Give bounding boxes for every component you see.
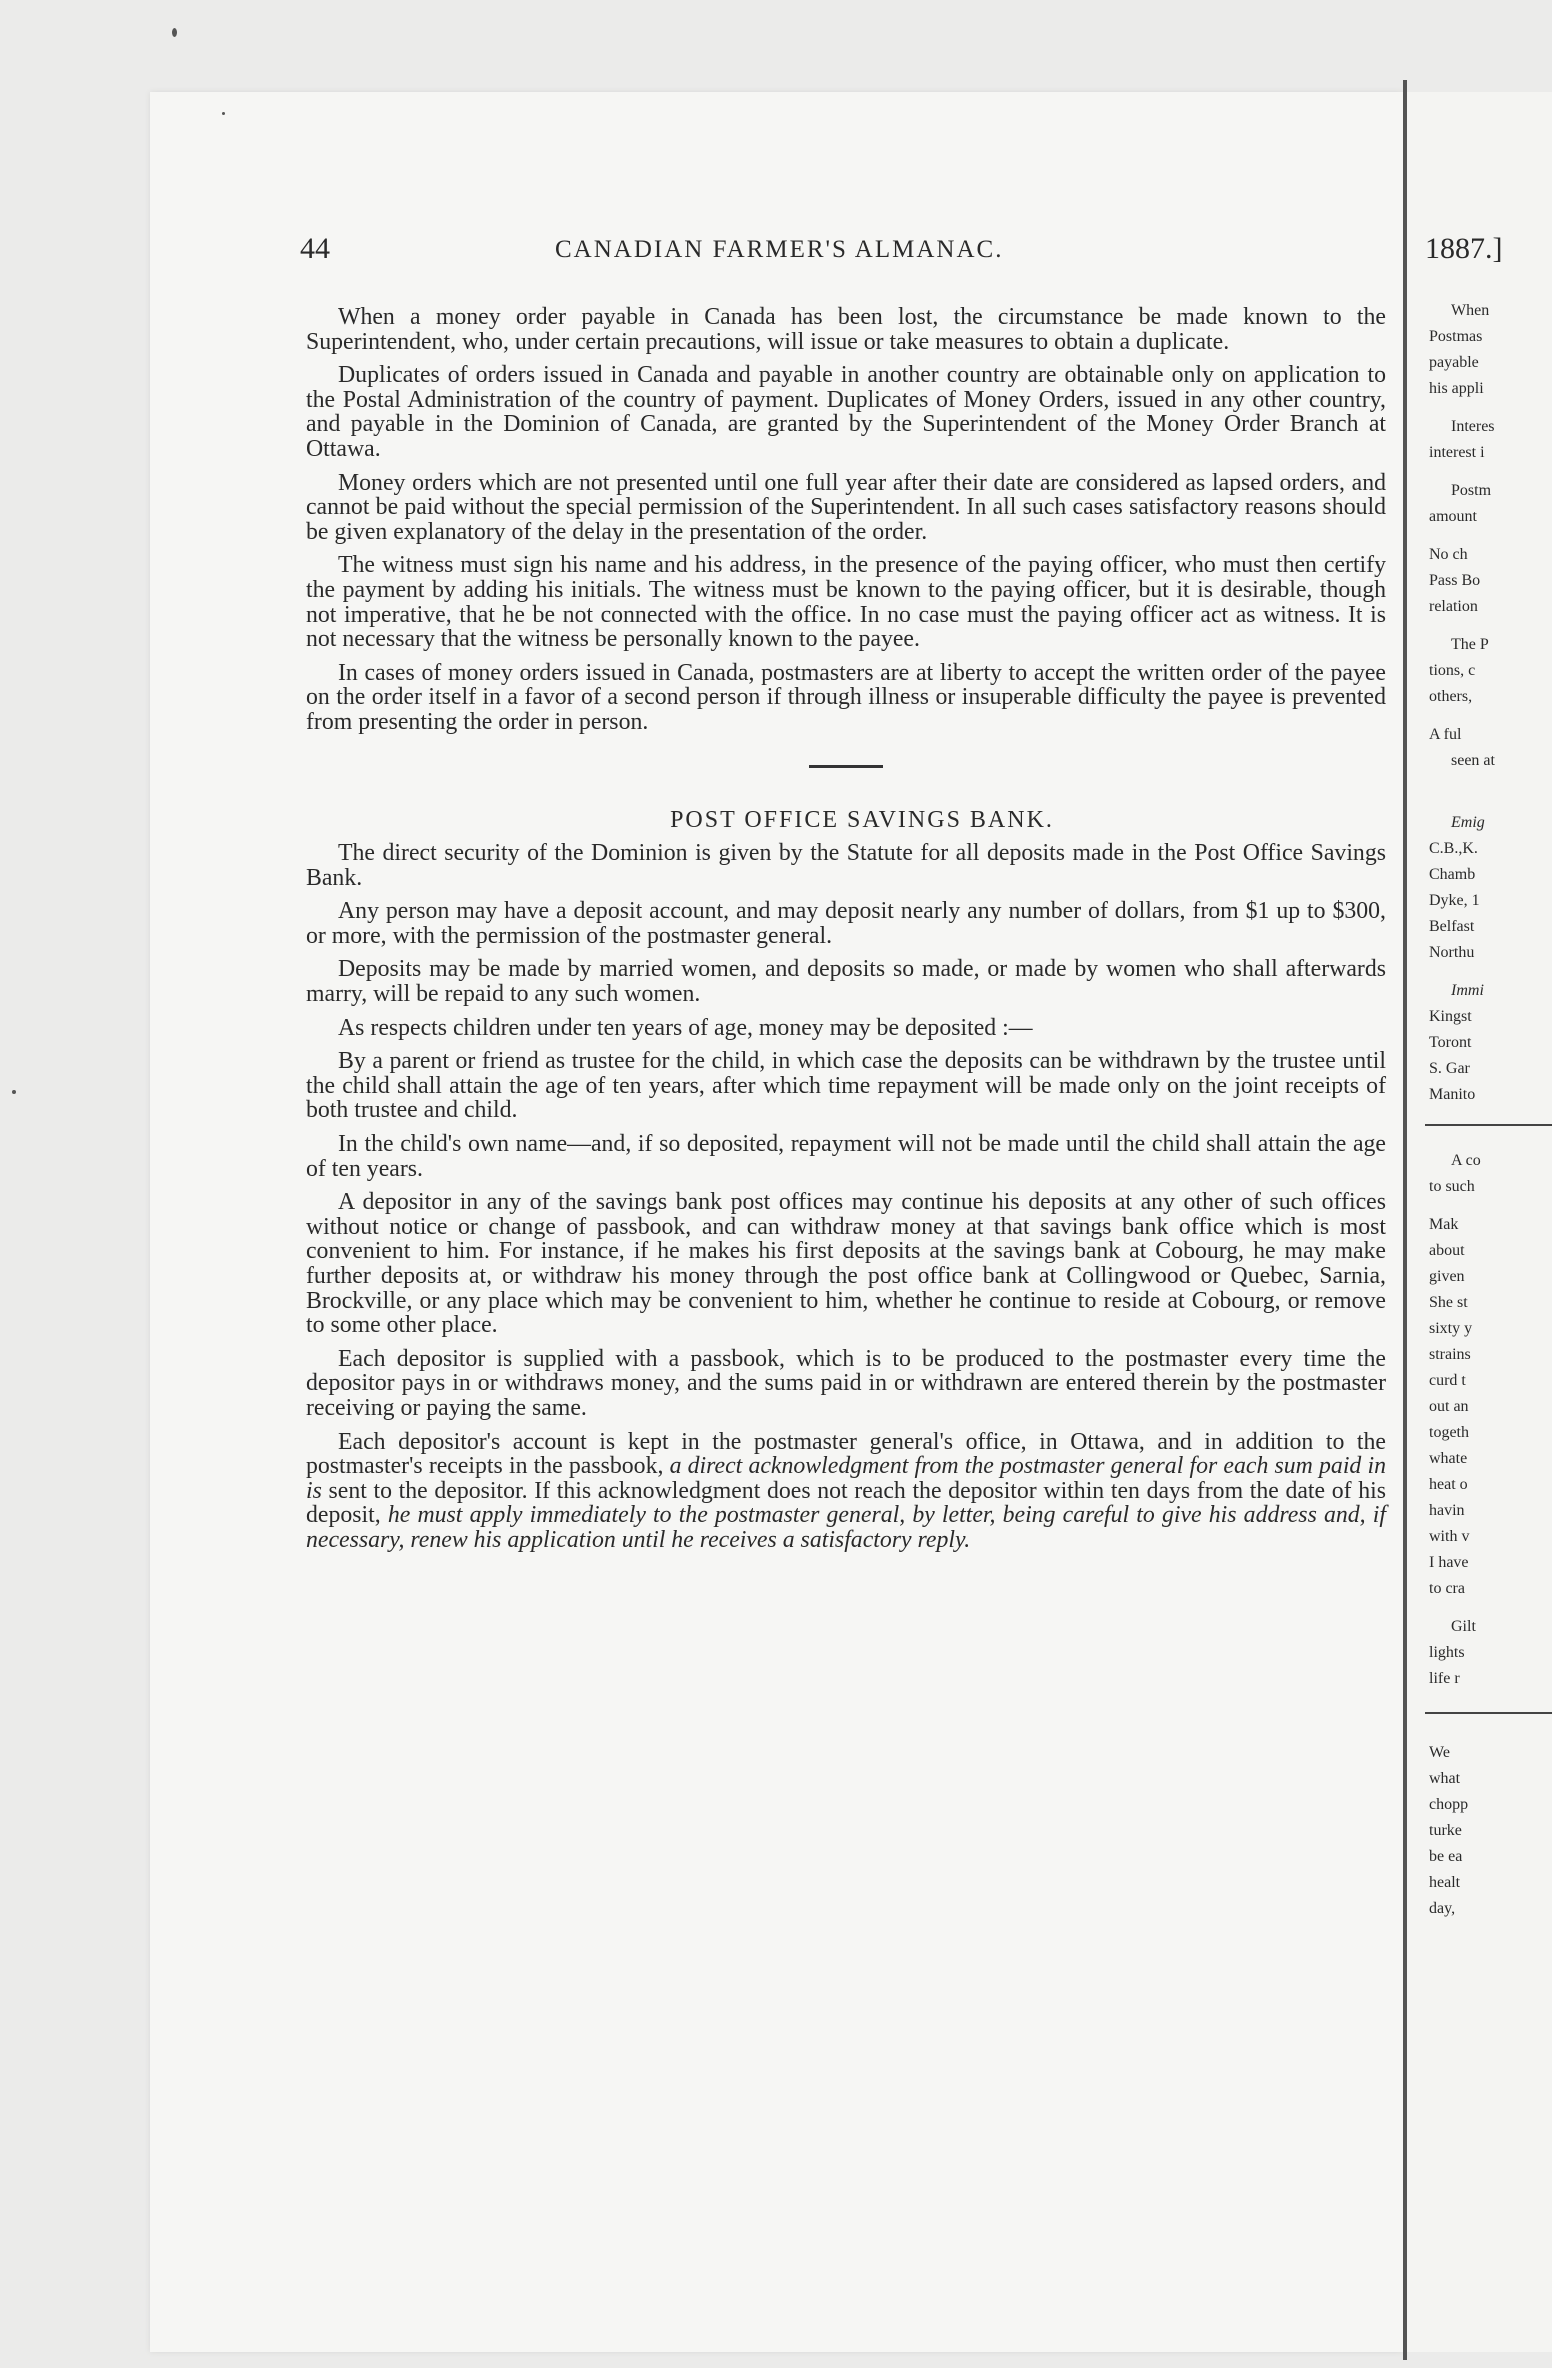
right-page-line: heat o — [1429, 1476, 1468, 1493]
paragraph: Each depositor is supplied with a passbook, which is to be produced to the postmaster every time the depositor pays in or withdraws money, and the sums paid in or withdrawn are entered therein by the postmaster receiving or paying the same. — [306, 1345, 1386, 1421]
right-page-line: to cra — [1429, 1580, 1465, 1597]
right-page-line: When — [1451, 302, 1490, 319]
right-page-line: about — [1429, 1242, 1465, 1259]
right-page-line: A ful — [1429, 726, 1462, 743]
right-page-line: Manito — [1429, 1086, 1476, 1103]
paragraph: Any person may have a deposit account, and may deposit nearly any number of dollars, from $1 up to $300, or more, with the permission of the postmaster general. — [306, 898, 1386, 949]
right-page-line: C.B.,K. — [1429, 840, 1478, 857]
right-page-line: out an — [1429, 1398, 1469, 1415]
right-page-line: The P — [1451, 636, 1489, 653]
paragraph: As respects children under ten years of age, money may be deposited :— — [338, 1014, 1033, 1041]
right-page-line: We — [1429, 1744, 1450, 1761]
paragraph-italic-text: a direct acknowledgment from the postmaster general for each sum paid in is — [306, 1453, 1387, 1504]
paragraph-italic-text: he must apply immediately to the postmaster general, by letter, being careful to give his address and, if necessary, renew his application until he receives a satisfactory reply. — [306, 1502, 1386, 1553]
right-page-line: Northu — [1429, 944, 1475, 961]
right-page-line: life r — [1429, 1670, 1460, 1687]
right-page-line: togeth — [1429, 1424, 1469, 1441]
paragraph: Duplicates of orders issued in Canada and payable in another country are obtainable only on application to the Postal Administration of the country of payment. Duplicates of Money Orders, issued in any other country, and payable in the Dominion of Canada, are granted by the Superintendent of the Money Order Branch at Ottawa. — [306, 362, 1386, 462]
right-page-line: tions, c — [1429, 662, 1476, 679]
right-page-rule — [1425, 1124, 1552, 1126]
right-page-line: with v — [1429, 1528, 1470, 1545]
right-page-line: Gilt — [1451, 1618, 1476, 1635]
right-page-line: chopp — [1429, 1796, 1469, 1813]
right-page-line: Chamb — [1429, 866, 1476, 883]
right-page-line: A co — [1451, 1152, 1481, 1169]
right-page-line: Emig — [1451, 814, 1485, 831]
paragraph: Money orders which are not presented until one full year after their date are considered as lapsed orders, and cannot be paid without the special permission of the Superintendent. In all such cases satisfactory reasons should be given explanatory of the delay in the presentation of the order. — [306, 469, 1386, 545]
paragraph — [306, 1430, 1386, 1553]
right-page-line: lights — [1429, 1644, 1465, 1661]
savings-bank-section — [306, 841, 1386, 1420]
running-title: CANADIAN FARMER'S ALMANAC. — [555, 236, 1004, 263]
right-page-line: amount — [1429, 508, 1477, 525]
right-page-rule — [1425, 1712, 1552, 1714]
right-page-line: Immi — [1451, 982, 1484, 999]
paragraph: By a parent or friend as trustee for the child, in which case the deposits can be withdrawn by the trustee until the child shall attain the age of ten years, after which time repayment will be made only on the joint receipts of both trustee and child. — [306, 1048, 1386, 1124]
paragraph-text: sent to the depositor. If this acknowledgment does not reach the depositor within ten days from the date of his deposit, — [306, 1477, 1386, 1529]
right-page-line: Postm — [1451, 482, 1492, 499]
page-body — [306, 305, 1386, 1562]
right-page-line: I have — [1429, 1554, 1469, 1571]
paragraph: A depositor in any of the savings bank post offices may continue his deposits at any other of such offices without notice or change of passbook, and can withdraw money at that savings bank office which is most convenient to him. For instance, if he makes his first deposits at the savings bank at Cobourg, he may make further deposits at, or withdraw his money through the post office bank at Collingwood or Quebec, Sarnia, Brockville, or any place which may be convenient to him, whether he continue to reside at Cobourg, or remove to some other place. — [306, 1189, 1386, 1339]
right-page-line: payable — [1429, 354, 1479, 371]
right-page-line: Mak — [1429, 1216, 1459, 1233]
right-page-year: 1887.] — [1425, 232, 1503, 265]
right-page-line: Dyke, 1 — [1429, 892, 1480, 909]
paragraph: When a money order payable in Canada has been lost, the circumstance be made known to the Superintendent, who, under certain precautions, will issue or take measures to obtain a duplicate. — [306, 304, 1386, 355]
scan-speck — [12, 1090, 16, 1094]
right-page-line: Postmas — [1429, 328, 1483, 345]
paragraph: In cases of money orders issued in Canada, postmasters are at liberty to accept the written order of the payee on the order itself in a favor of a second person if through illness or insuperable difficulty the payee is prevented from presenting the order in person. — [306, 659, 1386, 735]
section-title: POST OFFICE SAVINGS BANK. — [670, 806, 1054, 833]
right-page-line: be ea — [1429, 1848, 1463, 1865]
money-order-section — [306, 305, 1386, 735]
scan-speck — [172, 28, 177, 37]
right-page-line: S. Gar — [1429, 1060, 1470, 1077]
page-number: 44 — [300, 232, 330, 265]
right-page-line: Toront — [1429, 1034, 1472, 1051]
right-page-line: others, — [1429, 688, 1473, 705]
section-divider — [809, 765, 883, 768]
scan-speck — [222, 112, 225, 115]
right-page-line: Interes — [1451, 418, 1495, 435]
right-page-line: strains — [1429, 1346, 1471, 1363]
right-page-line: seen at — [1451, 752, 1495, 769]
right-page-line: sixty y — [1429, 1320, 1473, 1337]
right-page-line: She st — [1429, 1294, 1468, 1311]
right-page-line: Pass Bo — [1429, 572, 1481, 589]
right-page — [1407, 92, 1552, 2352]
right-page-line: Kingst — [1429, 1008, 1472, 1025]
right-page-line: given — [1429, 1268, 1465, 1285]
paragraph: The witness must sign his name and his address, in the presence of the paying officer, who must then certify the payment by adding his initials. The witness must be known to the paying officer, but it is desirable, though not imperative, that he be not connected with the office. In no case must the paying officer act as witness. It is not necessary that the witness be personally known to the payee. — [306, 552, 1386, 653]
paragraph: The direct security of the Dominion is given by the Statute for all deposits made in the Post Office Savings Bank. — [306, 840, 1386, 891]
right-page-line: his appli — [1429, 380, 1484, 397]
right-page-line: whate — [1429, 1450, 1468, 1467]
right-page-line: to such — [1429, 1178, 1475, 1195]
right-page-line: No ch — [1429, 546, 1468, 563]
paragraph: Deposits may be made by married women, and deposits so made, or made by women who shall afterwards marry, will be repaid to any such women. — [306, 956, 1386, 1008]
right-page-line: curd t — [1429, 1372, 1466, 1389]
paragraph-text: Each depositor's account is kept in the postmaster general's office, in Ottawa, and in addition to the postmaster's receipts in the passbook, — [306, 1428, 1386, 1480]
right-page-line: healt — [1429, 1874, 1461, 1891]
right-page-line: what — [1429, 1770, 1461, 1787]
right-page-line: day, — [1429, 1900, 1456, 1917]
right-page-line: Belfast — [1429, 918, 1475, 935]
right-page-line: havin — [1429, 1502, 1465, 1519]
right-page-line: relation — [1429, 598, 1478, 615]
right-page-line: interest i — [1429, 444, 1485, 461]
paragraph: In the child's own name—and, if so deposited, repayment will not be made until the child shall attain the age of ten years. — [306, 1131, 1386, 1182]
running-head — [300, 232, 1380, 272]
right-page-line: turke — [1429, 1822, 1462, 1839]
